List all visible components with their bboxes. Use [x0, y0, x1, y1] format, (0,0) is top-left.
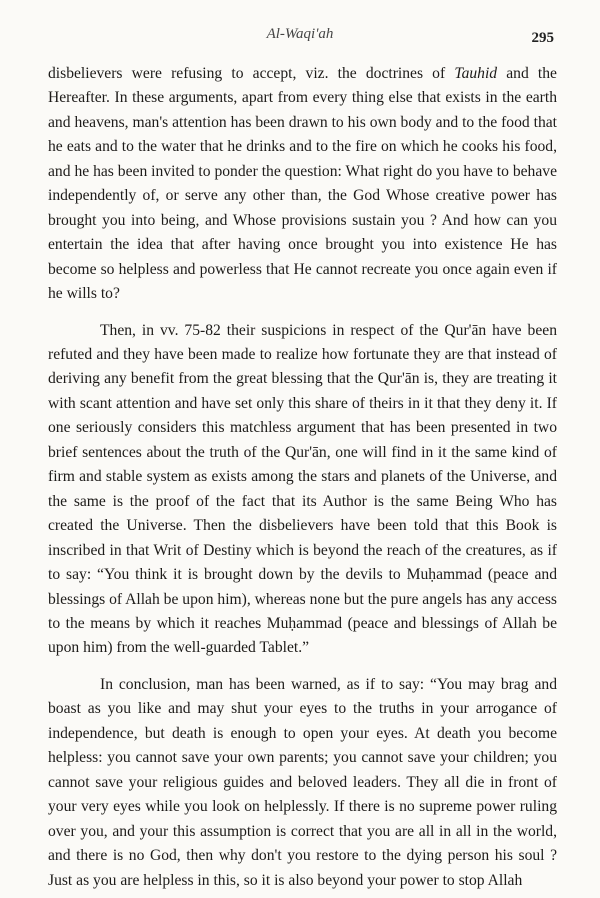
paragraph-1-start: disbelievers were refusing to accept, viz. the doctrines of	[48, 65, 455, 82]
paragraph-1-rest: and the Hereafter. In these arguments, apart from every thing else that exists in the earth and heavens, man's attention has been drawn to his own body and to the food that he eats and to the water that he drinks and to the fire on which he cooks his food, and he has been invited to ponder the question: What right do you have to behave independently of, or serve any other than, the God Whose creative power has brought you into being, and Whose provisions sustain you ? And how can you entertain the idea that after having once brought you into existence He has become so helpless and powerless that He cannot recreate you once again even if he wills to?	[48, 65, 557, 303]
italic-term-tauhid: Tauhid	[454, 65, 498, 82]
page-number: 295	[531, 30, 554, 46]
paragraph-1	[48, 62, 557, 307]
body-text	[48, 62, 557, 893]
paragraph-3: In conclusion, man has been warned, as if to say: “You may brag and boast as you like and may shut your eyes to the truths in your arrogance of independence, but death is enough to open your eyes. At death you become helpless: you cannot save your own parents; you cannot save your children; you cannot save your religious guides and beloved leaders. They all die in front of your very eyes while you look on helplessly. If there is no supreme power ruling over you, and your this assumption is correct that you are all in all in the world, and there is no God, then why don't you restore to the dying person his soul ? Just as you are helpless in this, so it is also beyond your power to stop Allah	[48, 675, 557, 889]
running-head	[0, 26, 600, 50]
running-head-title: Al-Waqi'ah	[266, 26, 334, 42]
paragraph-2: Then, in vv. 75-82 their suspicions in respect of the Qur'ān have been refuted and they have been made to realize how fortunate they are that instead of deriving any benefit from the great blessing that the Qur'ān is, they are treating it with scant attention and have set only this share of theirs in it that they deny it. If one seriously considers this matchless argument that has been presented in two brief sentences about the truth of the Qur'ān, one will find in it the same kind of firm and stable system as exists among the stars and planets of the Universe, and the same is the proof of the fact that its Author is the same Being Who has created the Universe. Then the disbelievers have been told that this Book is inscribed in that Writ of Destiny which is beyond the reach of the creatures, as if to say: “You think it is brought down by the devils to Muḥammad (peace and blessings of Allah be upon him), whereas none but the pure angels has any access to the means by which it reaches Muḥammad (peace and blessings of Allah be upon him) from the well-guarded Tablet.”	[48, 321, 557, 657]
